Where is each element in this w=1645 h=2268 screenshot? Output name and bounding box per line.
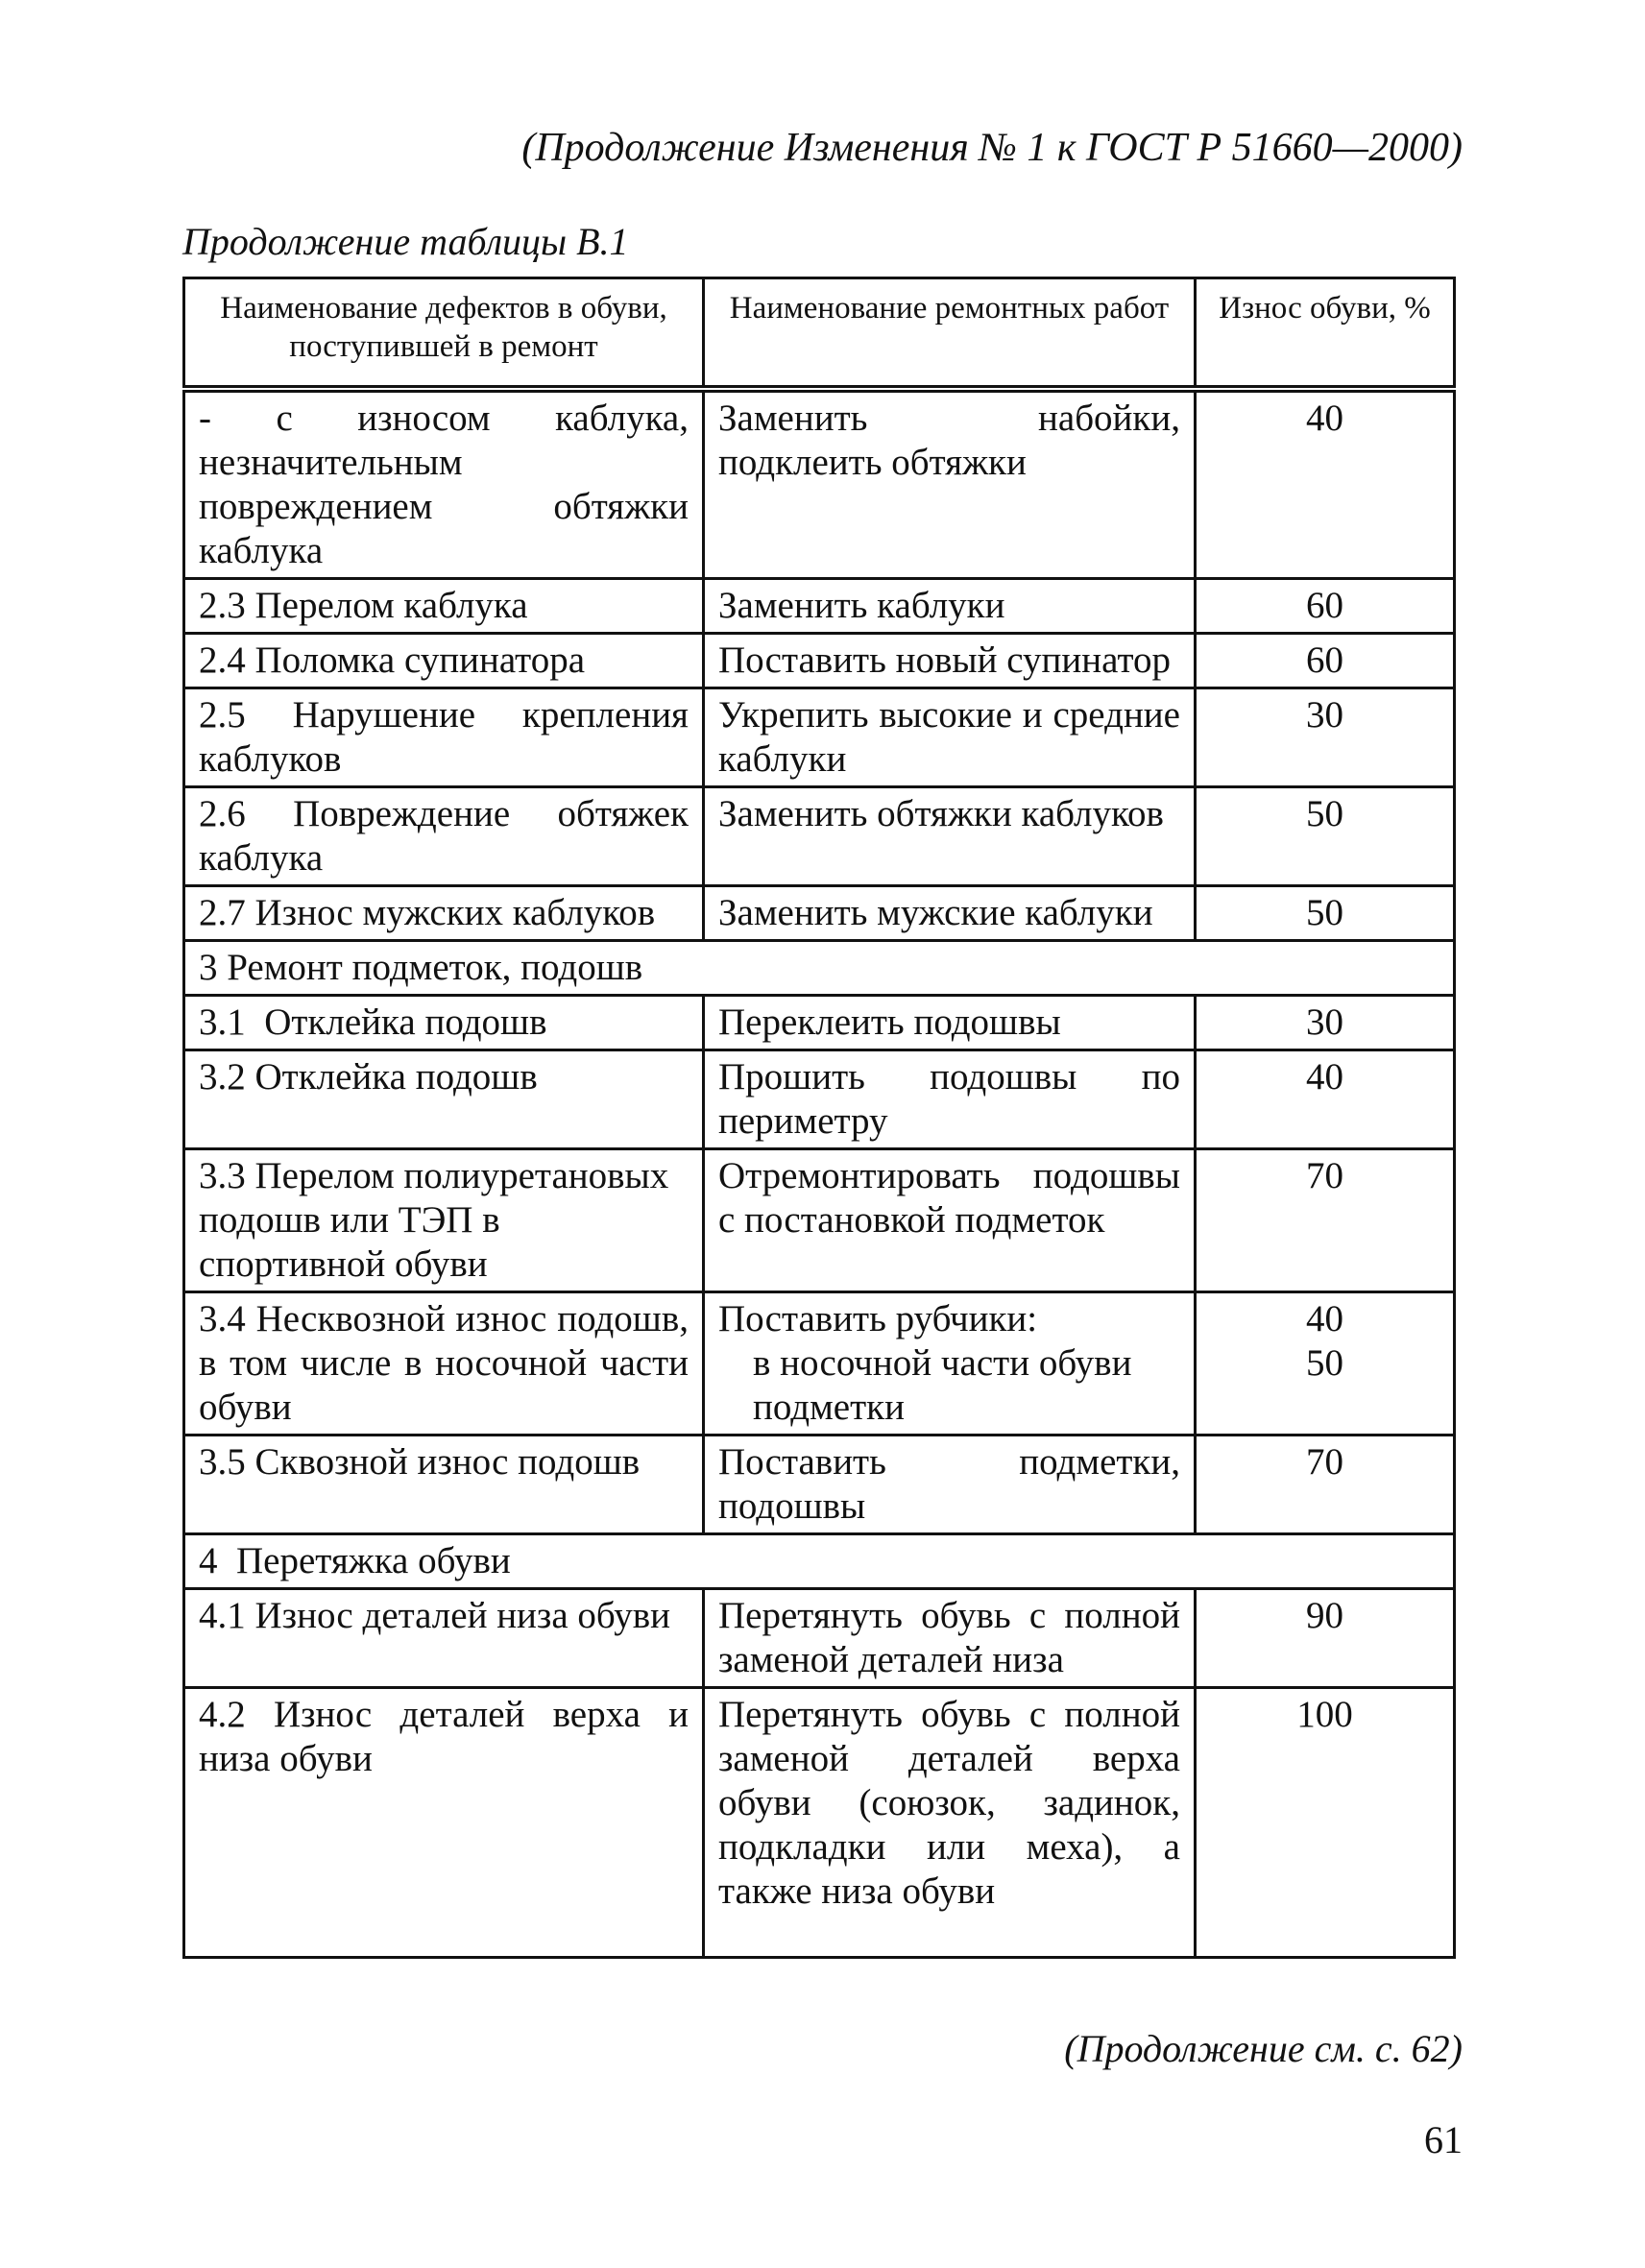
work-cell: Отремонтировать подошвы с постановкой подметок	[704, 1149, 1196, 1292]
wear-cell: 50	[1196, 787, 1455, 886]
work-cell: Заменить набойки, подклеить обтяжки	[704, 389, 1196, 579]
defect-cell: 4.2 Износ деталей верха и низа обуви	[184, 1688, 704, 1958]
table-row	[184, 1149, 1455, 1292]
table-row	[184, 1589, 1455, 1688]
section-heading: 4 Перетяжка обуви	[184, 1534, 1455, 1589]
wear-cell: 30	[1196, 688, 1455, 787]
wear-cell: 70	[1196, 1436, 1455, 1534]
table-row	[184, 886, 1455, 941]
defect-cell: 2.3 Перелом каблука	[184, 579, 704, 634]
table-row	[184, 1436, 1455, 1534]
wear-cell: 30	[1196, 996, 1455, 1050]
table-caption: Продолжение таблицы В.1	[182, 220, 629, 263]
wear-cell: 100	[1196, 1688, 1455, 1958]
defect-cell: 2.6 Повреждение обтяжек каблука	[184, 787, 704, 886]
continuation-note: (Продолжение см. с. 62)	[1064, 2027, 1463, 2070]
defect-cell: 3.1 Отклейка подошв	[184, 996, 704, 1050]
defects-table	[182, 277, 1456, 1959]
column-header-work: Наименование ремонтных работ	[704, 278, 1196, 390]
page-number: 61	[1424, 2118, 1463, 2161]
defect-cell: 2.5 Нарушение крепления каблуков	[184, 688, 704, 787]
section-row	[184, 1534, 1455, 1589]
wear-cell: 90	[1196, 1589, 1455, 1688]
wear-cell: 70	[1196, 1149, 1455, 1292]
section-heading: 3 Ремонт подметок, подошв	[184, 941, 1455, 996]
table-row	[184, 1292, 1455, 1436]
column-header-defect: Наименование дефектов в обуви, поступившей в ремонт	[184, 278, 704, 390]
column-header-wear: Износ обуви, %	[1196, 278, 1455, 390]
wear-value: 40	[1306, 1298, 1343, 1339]
table-row	[184, 1050, 1455, 1149]
wear-cell: 60	[1196, 579, 1455, 634]
work-cell: Перетянуть обувь с полной заменой деталей верха обуви (союзок, задинок, подкладки или меха), а также низа обуви	[704, 1688, 1196, 1958]
wear-cell: 40	[1196, 1050, 1455, 1149]
work-cell	[704, 1292, 1196, 1436]
work-cell: Заменить обтяжки каблуков	[704, 787, 1196, 886]
defect-cell: 4.1 Износ деталей низа обуви	[184, 1589, 704, 1688]
wear-cell: 40	[1196, 389, 1455, 579]
wear-cell: 60	[1196, 634, 1455, 688]
work-cell: Заменить мужские каблуки	[704, 886, 1196, 941]
defect-cell: - с износом каблука, незначительным повреждением обтяжки каблука	[184, 389, 704, 579]
defect-cell: 2.7 Износ мужских каблуков	[184, 886, 704, 941]
work-cell: Поставить новый супинатор	[704, 634, 1196, 688]
work-cell: Переклеить подошвы	[704, 996, 1196, 1050]
defect-cell: 3.2 Отклейка подошв	[184, 1050, 704, 1149]
defect-cell: 3.3 Перелом полиуретановых подошв или ТЭП в спортивной обуви	[184, 1149, 704, 1292]
wear-cell: 50	[1196, 886, 1455, 941]
table-header-row	[184, 278, 1455, 390]
work-sub-item: в носочной части обуви	[753, 1342, 1132, 1384]
work-cell: Заменить каблуки	[704, 579, 1196, 634]
document-header: (Продолжение Изменения № 1 к ГОСТ Р 51660—2000)	[521, 126, 1463, 170]
work-cell: Перетянуть обувь с полной заменой деталей низа	[704, 1589, 1196, 1688]
table-row	[184, 389, 1455, 579]
work-title: Поставить рубчики:	[718, 1298, 1038, 1339]
table-row	[184, 996, 1455, 1050]
table-row	[184, 579, 1455, 634]
work-cell: Укрепить высокие и средние каблуки	[704, 688, 1196, 787]
defect-cell: 3.5 Сквозной износ подошв	[184, 1436, 704, 1534]
defect-cell: 2.4 Поломка супинатора	[184, 634, 704, 688]
work-sub-item: подметки	[753, 1387, 905, 1428]
table-row	[184, 688, 1455, 787]
work-cell: Прошить подошвы по периметру	[704, 1050, 1196, 1149]
wear-cell	[1196, 1292, 1455, 1436]
table-row	[184, 787, 1455, 886]
table-row	[184, 1688, 1455, 1958]
work-cell: Поставить подметки, подошвы	[704, 1436, 1196, 1534]
wear-value: 50	[1306, 1342, 1343, 1384]
section-row	[184, 941, 1455, 996]
table-row	[184, 634, 1455, 688]
defect-cell: 3.4 Несквозной износ подошв, в том числе в носочной части обуви	[184, 1292, 704, 1436]
